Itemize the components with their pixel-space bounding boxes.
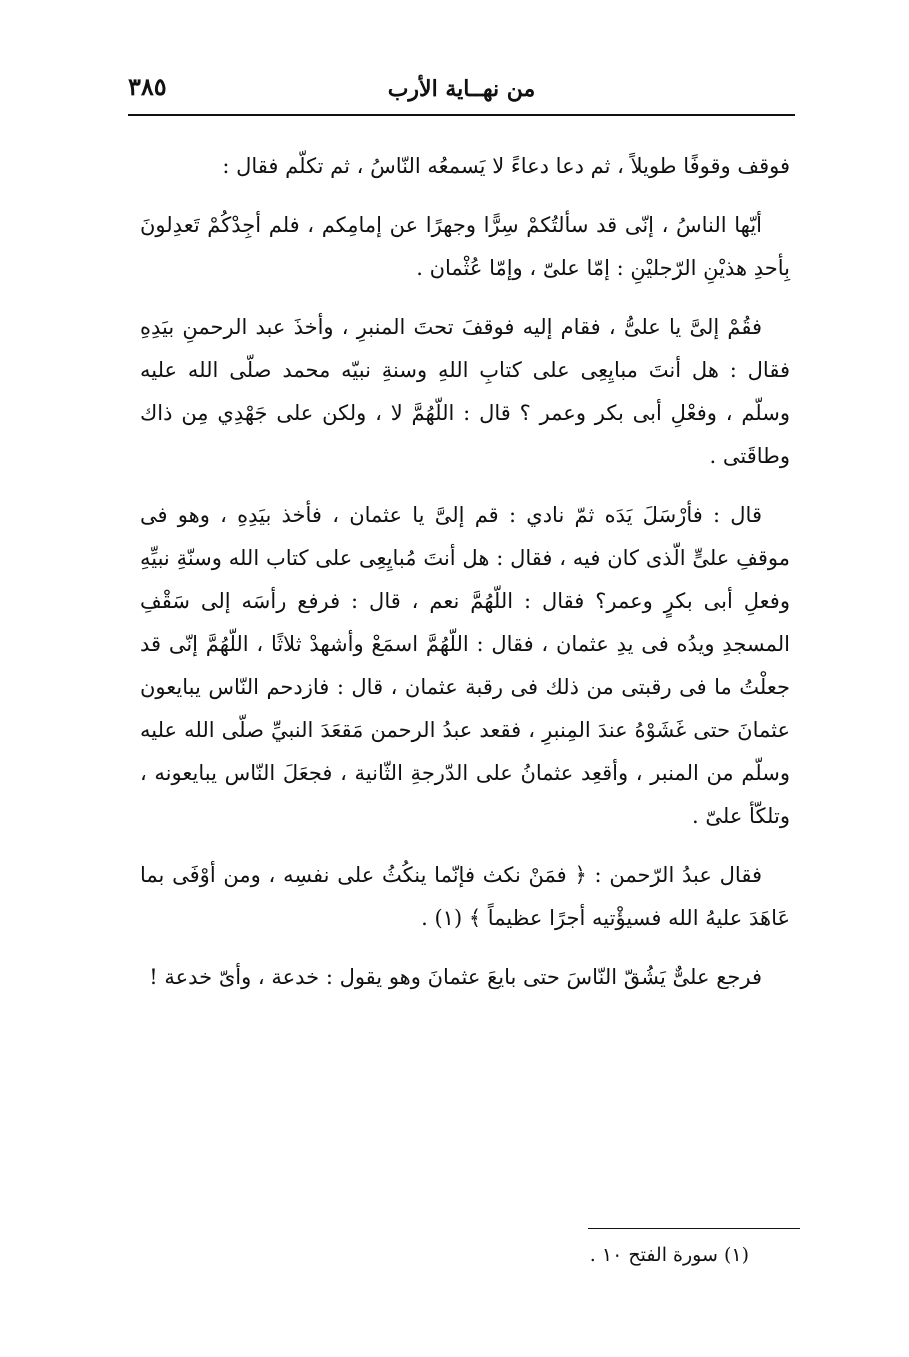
paragraph: فقال عبدُ الرّحمن : ﴿ فمَنْ نكث فإنّما ينكُثُ على نفسِه ، ومن أوْفَى بما عَاهَدَ عليهُ الله فسيؤْتيه أجرًا عظيماً ﴾ (١) . (140, 863, 790, 930)
header-divider (128, 114, 795, 116)
page-header (128, 70, 795, 114)
page-number: ٣٨٥ (128, 72, 167, 101)
footnote: (١) سورة الفتح ١٠ . (589, 1244, 749, 1266)
paragraph: أيّها الناسُ ، إنّى قد سألتُكمْ سِرًّا وجهرًا عن إمامِكم ، فلم أجِدْكُمْ تَعدِلونَ بِأحدِ هذيْنِ الرّجليْنِ : إمّا علىّ ، وإمّا عُثْمان . (140, 213, 790, 280)
running-title: من نهــاية الأرب (387, 76, 536, 102)
footnote-divider (588, 1228, 800, 1229)
main-text (140, 145, 790, 1015)
paragraph: فرجع علىٌّ يَشُقّ النّاسَ حتى بايعَ عثمانَ وهو يقول : خدعة ، وأىّ خدعة ! (149, 965, 762, 989)
paragraph: فقُمْ إلىَّ يا علىُّ ، فقام إليه فوقفَ تحتَ المنبرِ ، وأخذَ عبد الرحمنِ بيَدِهِ فقال : هل أنتَ مبايِعِى على كتابِ اللهِ وسنةِ نبيّه محمد صلّى الله عليه وسلّم ، وفعْلِ أبى بكر وعمر ؟ قال : اللّهُمَّ لا ، ولكن على جَهْدِي مِن ذاك وطاقَتى . (140, 315, 790, 468)
paragraph: قال : فأرْسَلَ يَدَه ثمّ نادي : قم إلىَّ يا عثمان ، فأخذ بيَدِهِ ، وهو فى موقفِ علىٍّ الّذى كان فيه ، فقال : هل أنتَ مُبايِعِى على كتاب الله وسنّةِ نبيِّهِ وفعلِ أبى بكرٍ وعمر؟ فقال : اللّهُمَّ نعم ، قال : فرفع رأسَه إلى سَقْفِ المسجدِ ويدُه فى يدِ عثمان ، فقال : اللّهُمَّ اسمَعْ وأشهدْ ثلاثًا ، اللّهُمَّ إنّى قد جعلْتُ ما فى رقبتى من ذلك فى رقبة عثمان ، قال : فازدحم النّاس يبايعون عثمانَ حتى غَشَوْهُ عندَ المِنبرِ ، فقعد عبدُ الرحمن مَقعَدَ النبيِّ صلّى الله عليه وسلّم من المنبر ، وأقعِد عثمانُ على الدّرجةِ الثّانية ، فجعَلَ النّاس يبايعونه ، وتلكّأ علىّ . (140, 503, 790, 828)
paragraph: فوقف وقوفًا طويلاً ، ثم دعا دعاءً لا يَسمعُه النّاسُ ، ثم تكلّم فقال : (222, 154, 790, 178)
